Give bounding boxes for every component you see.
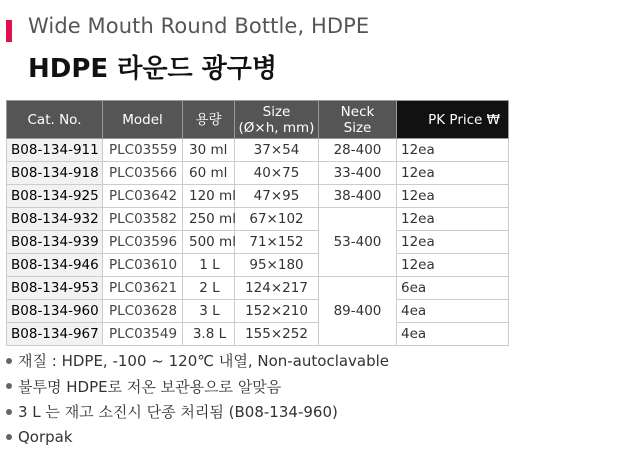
cell-volume: 120 ml [183, 185, 235, 208]
table-row [7, 231, 509, 254]
cell-cat-no: B08-134-911 [7, 139, 103, 162]
cell-size: 40×75 [235, 162, 319, 185]
cell-size: 124×217 [235, 277, 319, 300]
table-row [7, 162, 509, 185]
cell-volume: 500 ml [183, 231, 235, 254]
product-notes [6, 348, 389, 450]
cell-pk-price: 12ea [397, 185, 509, 208]
table-row [7, 139, 509, 162]
table-row [7, 300, 509, 323]
note-text: 재질 : HDPE, -100 ~ 120℃ 내열, Non-autoclavable [18, 352, 390, 371]
cell-model: PLC03549 [103, 323, 183, 346]
cell-volume: 60 ml [183, 162, 235, 185]
header-neck-size [319, 101, 397, 139]
cell-size: 67×102 [235, 208, 319, 231]
page-header [6, 14, 626, 84]
header-volume: 용량 [183, 101, 235, 139]
cell-cat-no: B08-134-932 [7, 208, 103, 231]
cell-pk-price: 12ea [397, 139, 509, 162]
cell-model: PLC03610 [103, 254, 183, 277]
cell-size: 155×252 [235, 323, 319, 346]
note-item [6, 374, 389, 400]
note-item [6, 399, 389, 425]
cell-model: PLC03642 [103, 185, 183, 208]
cell-cat-no: B08-134-953 [7, 277, 103, 300]
cell-model: PLC03628 [103, 300, 183, 323]
cell-cat-no: B08-134-925 [7, 185, 103, 208]
cell-model: PLC03559 [103, 139, 183, 162]
header-model: Model [103, 101, 183, 139]
header-neck-line2: Size [343, 119, 372, 136]
cell-volume: 1 L [183, 254, 235, 277]
cell-pk-price: 12ea [397, 208, 509, 231]
cell-volume: 3 L [183, 300, 235, 323]
cell-model: PLC03582 [103, 208, 183, 231]
header-pk-price: PK Price ₩ [397, 101, 509, 139]
table-row [7, 323, 509, 346]
cell-cat-no: B08-134-960 [7, 300, 103, 323]
title-accent-bar [6, 20, 12, 42]
bullet-icon [6, 383, 12, 389]
cell-volume: 30 ml [183, 139, 235, 162]
cell-size: 95×180 [235, 254, 319, 277]
cell-neck-size-merged: 89-400 [319, 277, 397, 346]
cell-pk-price: 4ea [397, 323, 509, 346]
bullet-icon [6, 358, 12, 364]
bullet-icon [6, 434, 12, 440]
cell-volume: 3.8 L [183, 323, 235, 346]
header-size [235, 101, 319, 139]
cell-neck-size: 38-400 [319, 185, 397, 208]
cell-cat-no: B08-134-967 [7, 323, 103, 346]
note-item [6, 425, 389, 451]
cell-size: 37×54 [235, 139, 319, 162]
header-cat-no: Cat. No. [7, 101, 103, 139]
cell-size: 152×210 [235, 300, 319, 323]
cell-pk-price: 12ea [397, 231, 509, 254]
table-row [7, 185, 509, 208]
cell-neck-size-merged: 53-400 [319, 208, 397, 277]
cell-neck-size: 28-400 [319, 139, 397, 162]
note-text: 불투명 HDPE로 저온 보관용으로 알맞음 [18, 377, 282, 396]
product-title-korean: HDPE 라운드 광구병 [28, 54, 277, 84]
cell-neck-size: 33-400 [319, 162, 397, 185]
cell-size: 47×95 [235, 185, 319, 208]
header-size-line2: (Ø×h, mm) [238, 119, 315, 136]
cell-pk-price: 12ea [397, 162, 509, 185]
header-size-line1: Size [262, 103, 291, 120]
cell-model: PLC03621 [103, 277, 183, 300]
cell-volume: 250 ml [183, 208, 235, 231]
cell-pk-price: 12ea [397, 254, 509, 277]
cell-cat-no: B08-134-939 [7, 231, 103, 254]
cell-size: 71×152 [235, 231, 319, 254]
cell-pk-price: 4ea [397, 300, 509, 323]
note-text: 3 L 는 재고 소진시 단종 처리됨 (B08-134-960) [18, 403, 338, 422]
header-neck-line1: Neck [340, 103, 375, 120]
product-title-english: Wide Mouth Round Bottle, HDPE [28, 14, 370, 38]
bullet-icon [6, 409, 12, 415]
cell-model: PLC03596 [103, 231, 183, 254]
table-header-row [7, 101, 509, 139]
cell-cat-no: B08-134-946 [7, 254, 103, 277]
table-row [7, 254, 509, 277]
note-item [6, 348, 389, 374]
cell-cat-no: B08-134-918 [7, 162, 103, 185]
table-row [7, 277, 509, 300]
table-row [7, 208, 509, 231]
cell-pk-price: 6ea [397, 277, 509, 300]
note-text: Qorpak [18, 428, 73, 447]
cell-model: PLC03566 [103, 162, 183, 185]
cell-volume: 2 L [183, 277, 235, 300]
product-spec-table [6, 100, 509, 346]
